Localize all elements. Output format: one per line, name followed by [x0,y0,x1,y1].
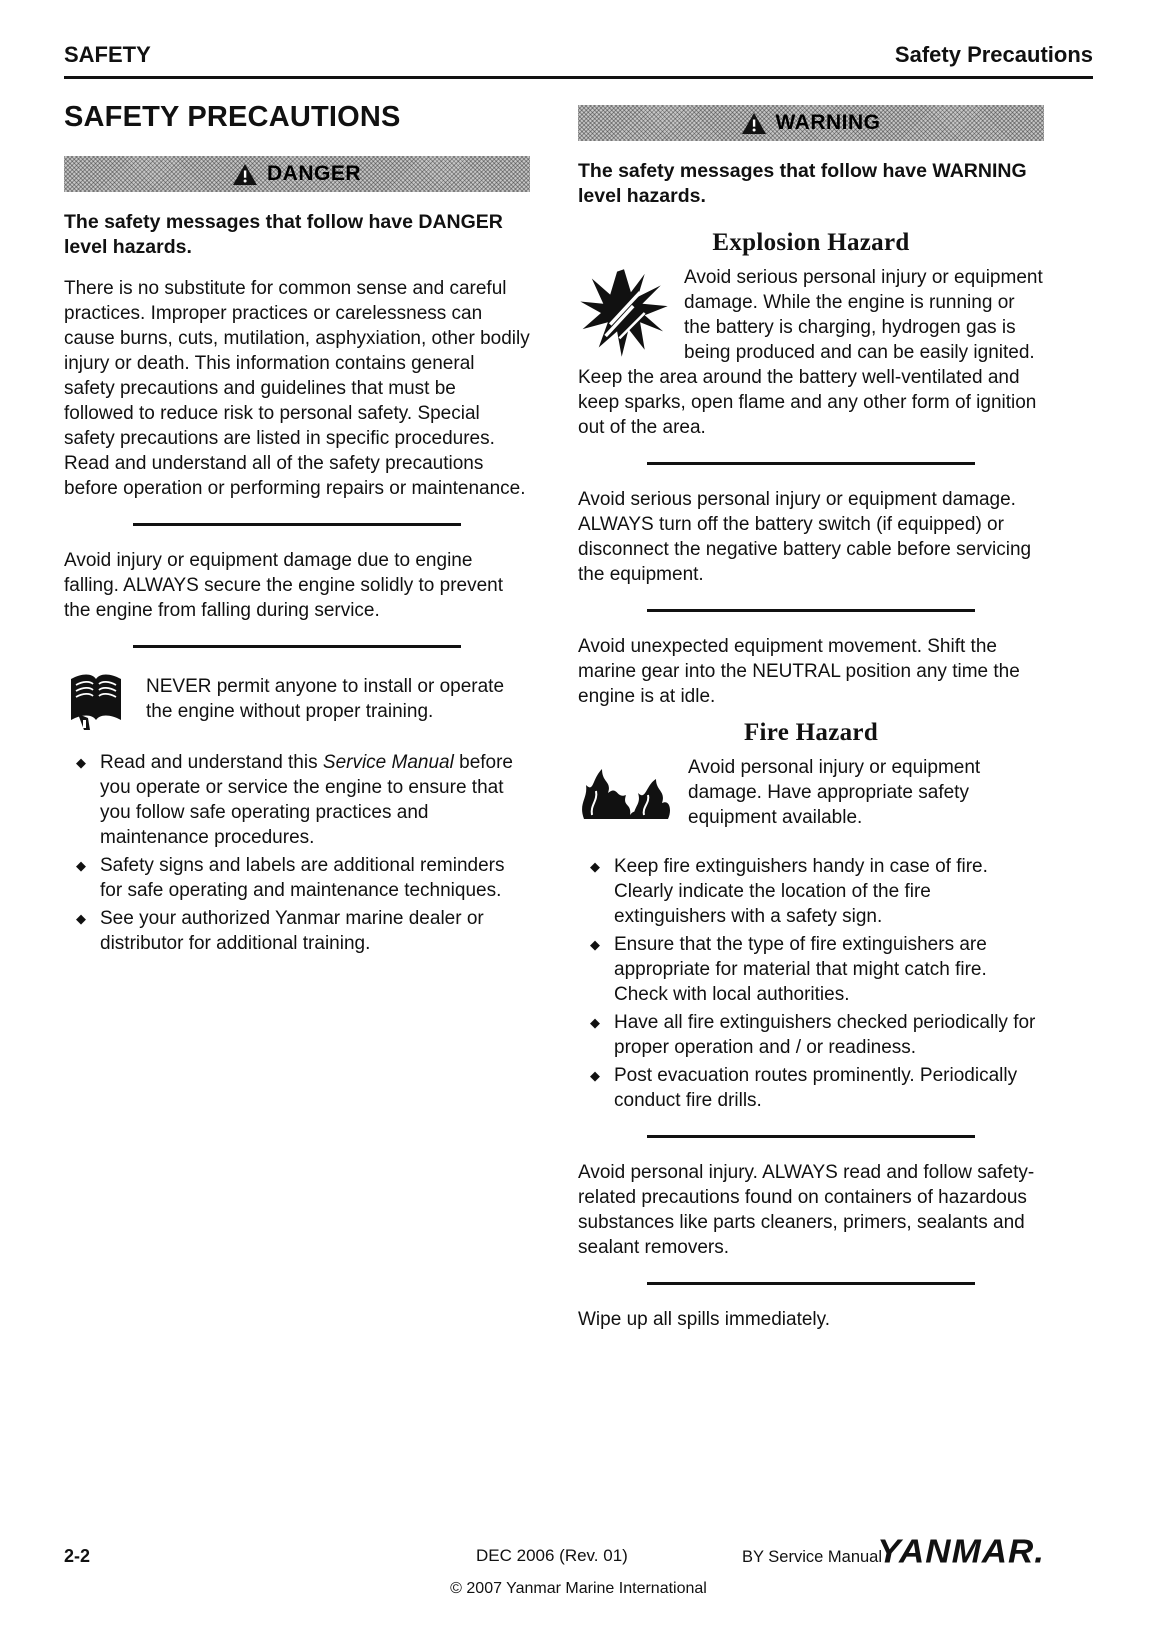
warning-triangle-icon [233,164,257,185]
diamond-bullet-icon: ◆ [590,859,600,874]
list-item [590,1010,1044,1060]
section-divider [647,1135,975,1138]
diamond-bullet-icon: ◆ [590,1068,600,1083]
warning-paragraph-5: Wipe up all spills immediately. [578,1309,831,1330]
section-divider [647,462,975,465]
diamond-bullet-icon: ◆ [76,911,86,926]
explosion-icon [578,267,670,359]
fire-hazard-heading: Fire Hazard [743,719,879,746]
header-topic-label: Safety Precautions [894,42,1093,67]
two-column-layout [0,93,1157,1332]
warning-intro-text: The safety messages that follow have WARNING level hazards. [578,160,1027,207]
diamond-bullet-icon: ◆ [590,1015,600,1030]
bullet-text: Post evacuation routes prominently. Periodically conduct fire drills. [614,1065,1018,1111]
training-text: NEVER permit anyone to install or operate the engine without proper training. [146,676,505,722]
training-notice [64,670,530,734]
fire-icon [578,757,674,823]
danger-intro-text: The safety messages that follow have DANGER level hazards. [64,211,503,258]
header-section-label: SAFETY [64,42,151,67]
warning-paragraph-2: Avoid serious personal injury or equipment damage. ALWAYS turn off the battery switch (if equipped) or disconnect the negative battery cable before servicing the equipment. [578,489,1032,585]
right-column [578,93,1044,1332]
training-manual-icon [64,670,128,734]
list-item [590,1063,1044,1113]
bullet-text-post: before you operate or service the engine to ensure that you follow safe operating practices and maintenance procedures. [100,752,513,848]
warning-paragraph-3: Avoid unexpected equipment movement. Shift the marine gear into the NEUTRAL position any time the engine is at idle. [578,636,1020,707]
page-footer [0,1533,1157,1618]
yanmar-logo: YANMAR. [877,1533,1045,1571]
explosion-hazard-heading: Explosion Hazard [712,229,910,256]
warning-banner-label: WARNING [775,111,881,134]
danger-paragraph-2: Avoid injury or equipment damage due to engine falling. ALWAYS secure the engine solidly to prevent the engine from falling during service. [64,550,504,621]
bullet-text-italic: Service Manual [322,752,454,773]
diamond-bullet-icon: ◆ [590,937,600,952]
danger-banner [64,156,530,192]
danger-paragraph-1: There is no substitute for common sense and careful practices. Improper practices or carelessness can cause burns, cuts, mutilation, asphyxiation, other bodily injury or death. This information contains general safety precautions and guidelines that must be followed to reduce risk to personal safety. Special safety precautions are listed in specific procedures. Read and understand all of the safety precautions before operation or performing repairs or maintenance. [64,278,530,499]
danger-bullet-list [64,750,530,956]
danger-banner-label: DANGER [266,162,361,185]
page-title: SAFETY PRECAUTIONS [64,101,401,133]
bullet-text: Have all fire extinguishers checked periodically for proper operation and / or readiness. [614,1012,1036,1058]
revision-label: DEC 2006 (Rev. 01) [476,1546,628,1565]
bullet-text: Safety signs and labels are additional reminders for safe operating and maintenance techniques. [100,855,505,901]
section-divider [647,1282,975,1285]
list-item [590,932,1044,1007]
copyright-line: © 2007 Yanmar Marine International [450,1580,707,1597]
list-item [590,854,1044,929]
warning-paragraph-4: Avoid personal injury. ALWAYS read and follow safety-related precautions found on containers of hazardous substances like parts cleaners, primers, sealants and sealant removers. [578,1162,1035,1258]
bullet-text: Keep fire extinguishers handy in case of fire. Clearly indicate the location of the fire extinguishers with a safety sign. [614,856,988,927]
warning-banner [578,105,1044,141]
left-column [64,93,530,1332]
manual-name-label: BY Service Manual [742,1548,883,1566]
bullet-text: See your authorized Yanmar marine dealer or distributor for additional training. [100,908,484,954]
list-item [76,853,530,903]
fire-bullet-list [578,854,1044,1113]
page-header [64,0,1093,79]
section-divider [133,645,461,648]
warning-triangle-icon [742,113,766,134]
bullet-text-pre: Read and understand this [100,752,323,773]
diamond-bullet-icon: ◆ [76,755,86,770]
bullet-text: Ensure that the type of fire extinguishers are appropriate for material that might catch fire. Check with local authorities. [614,934,987,1005]
diamond-bullet-icon: ◆ [76,858,86,873]
fire-hazard-text: Avoid personal injury or equipment damage. Have appropriate safety equipment available. [688,757,981,828]
bullet-text [100,750,530,850]
fire-hazard-block [578,755,1044,830]
list-item [76,906,530,956]
section-divider [647,609,975,612]
explosion-hazard-text: Avoid serious personal injury or equipment damage. While the engine is running or the battery is charging, hydrogen gas is being produced and can be easily ignited. Keep the area around the battery well-ventilated and keep sparks, open flame and any other form of ignition out of the area. [578,267,1043,438]
explosion-hazard-block [578,265,1044,440]
section-divider [133,523,461,526]
page-number: 2-2 [64,1546,91,1566]
list-item [76,750,530,850]
